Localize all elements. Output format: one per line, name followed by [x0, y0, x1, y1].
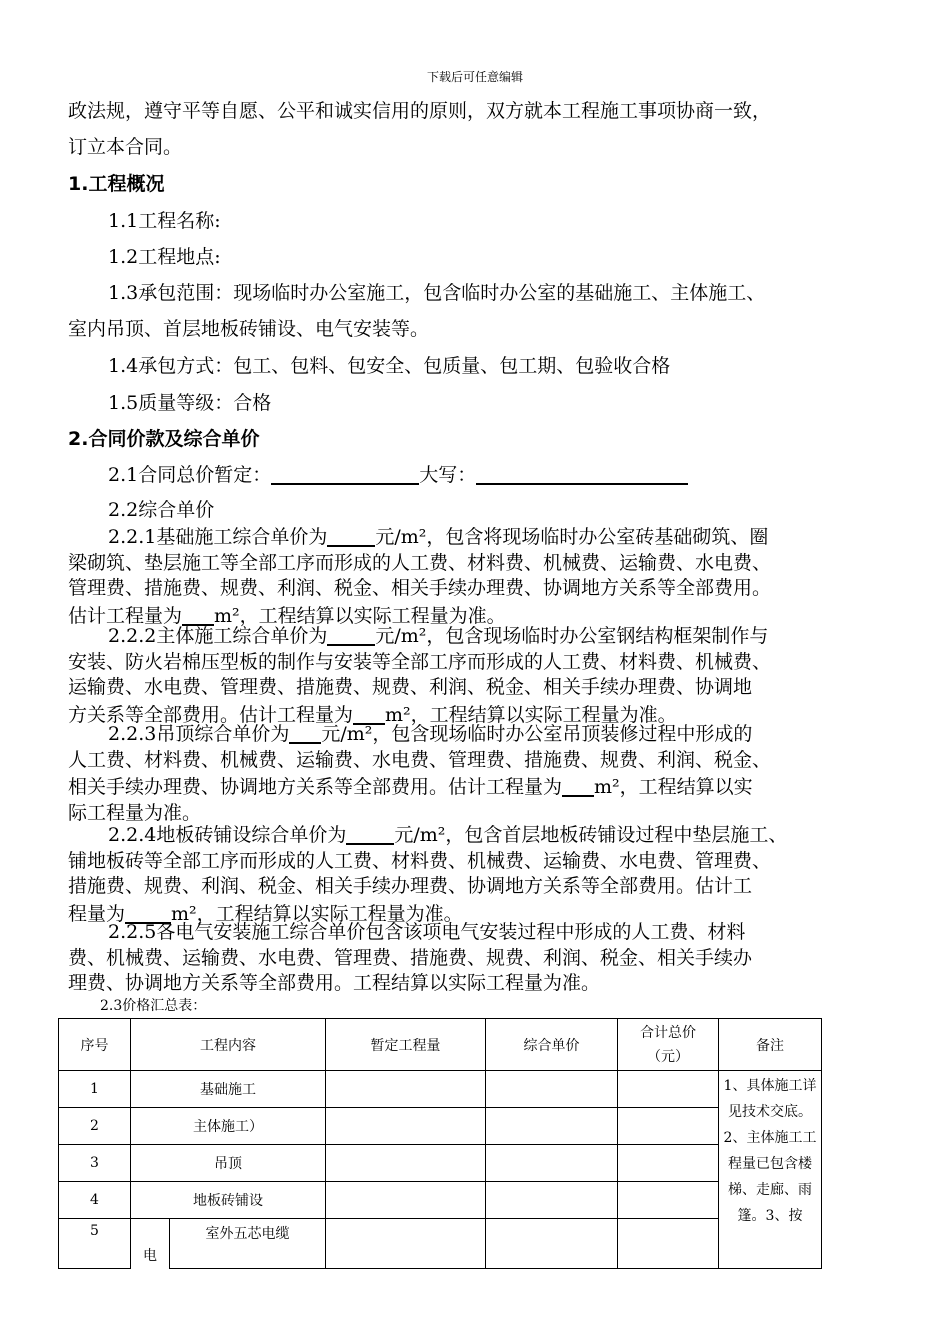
clause-text: 安装、防火岩棉压型板的制作与安装等全部工序而形成的人工费、材料费、机械费、	[68, 650, 772, 673]
price-summary-table	[58, 1018, 822, 1269]
scope-line-2: 室内吊顶、首层地板砖铺设、电气安装等。	[68, 318, 430, 340]
row-content: 地板砖铺设	[131, 1182, 326, 1219]
clause-text: 相关手续办理费、协调地方关系等全部费用。估计工程量为	[68, 776, 563, 798]
intro-line-2: 订立本合同。	[68, 136, 183, 158]
clause-2-2-4	[68, 821, 898, 927]
quantity-cell	[326, 1108, 486, 1145]
clause-2-2-1	[68, 523, 898, 629]
clause-text: 元/m²，包含将现场临时办公室砖基础砌筑、圈	[375, 526, 769, 548]
clause-text: 梁砌筑、垫层施工等全部工序而形成的人工费、材料费、机械费、运输费、水电费、	[68, 551, 772, 574]
header-cell: 备注	[719, 1019, 822, 1071]
clause-text: m²，工程结算以实际工程量为准。	[171, 902, 463, 925]
table-caption: 2.3价格汇总表：	[100, 998, 207, 1014]
unit-price-cell	[486, 1108, 618, 1145]
total-cell	[618, 1182, 719, 1219]
project-name-line: 1.1工程名称:	[108, 210, 221, 232]
table-row	[59, 1071, 822, 1108]
clause-text: 际工程量为准。	[68, 801, 202, 824]
clause-text: m²，工程结算以实际工程量为准。	[385, 703, 677, 726]
header-cell: 合计总价（元）	[618, 1019, 719, 1071]
clause-text: 理费、协调地方关系等全部费用。工程结算以实际工程量为准。	[68, 972, 601, 994]
row-content: 基础施工	[131, 1071, 326, 1108]
row-number: 5	[59, 1219, 131, 1269]
total-price-words-label: 大写：	[419, 464, 477, 486]
section-1-heading: 1.工程概况	[68, 173, 165, 195]
table-row	[59, 1108, 822, 1145]
blank	[327, 622, 375, 646]
quantity-cell	[326, 1145, 486, 1182]
table-row	[59, 1145, 822, 1182]
row-number: 4	[59, 1182, 131, 1219]
row-group: 电	[131, 1219, 170, 1269]
clause-2-2-5	[68, 920, 898, 997]
clause-text: 2.2.3吊顶综合单价为	[108, 723, 290, 745]
blank	[289, 720, 321, 744]
clause-text: m²，工程结算以实际工程量为准。	[214, 604, 506, 627]
total-cell	[618, 1219, 719, 1269]
unit-price-cell	[486, 1219, 618, 1269]
header-cell: 序号	[59, 1019, 131, 1071]
table-header-row	[59, 1019, 822, 1071]
total-cell	[618, 1145, 719, 1182]
clause-text: 管理费、措施费、规费、利润、税金、相关手续办理费、协调地方关系等全部费用。	[68, 577, 772, 599]
clause-text: 程量为	[68, 902, 126, 925]
row-content: 吊顶	[131, 1145, 326, 1182]
blank	[346, 821, 394, 845]
clause-text: 2.2.2主体施工综合单价为	[108, 625, 328, 647]
clause-text: 2.2.5各电气安装施工综合单价包含该项电气安装过程中形成的人工费、材料	[108, 921, 746, 943]
unit-price-cell	[486, 1182, 618, 1219]
quantity-cell	[326, 1071, 486, 1108]
blank	[562, 773, 594, 797]
row-number: 3	[59, 1145, 131, 1182]
header-cell: 暂定工程量	[326, 1019, 486, 1071]
total-cell	[618, 1108, 719, 1145]
total-cell	[618, 1071, 719, 1108]
clause-text: m²，工程结算以实	[594, 776, 753, 798]
clause-text: 估计工程量为	[68, 604, 183, 627]
scope-line-1: 1.3承包范围：现场临时办公室施工，包含临时办公室的基础施工、主体施工、	[108, 282, 766, 304]
quantity-cell	[326, 1182, 486, 1219]
clause-text: 元/m²，包含首层地板砖铺设过程中垫层施工、	[394, 824, 788, 846]
quality-line: 1.5质量等级：合格	[108, 392, 272, 414]
clause-2-2-2	[68, 622, 898, 728]
row-content: 室外五芯电缆	[170, 1219, 326, 1269]
clause-text: 2.2.4地板砖铺设综合单价为	[108, 824, 347, 846]
total-price-line	[108, 457, 938, 493]
page-header: 下载后可任意编辑	[426, 70, 523, 84]
header-cell: 综合单价	[486, 1019, 618, 1071]
clause-text: 人工费、材料费、机械费、运输费、水电费、管理费、措施费、规费、利润、税金、	[68, 748, 772, 771]
table-row	[59, 1182, 822, 1219]
total-price-label: 2.1合同总价暂定：	[108, 464, 272, 486]
unit-price-title: 2.2综合单价	[108, 499, 215, 521]
clause-text: 元/m²，包含现场临时办公室吊顶装修过程中形成的	[321, 723, 753, 745]
clause-text: 铺地板砖等全部工序而形成的人工费、材料费、机械费、运输费、水电费、管理费、	[68, 849, 772, 872]
intro-line-1: 政法规，遵守平等自愿、公平和诚实信用的原则，双方就本工程施工事项协商一致，	[68, 100, 772, 122]
header-cell: 工程内容	[131, 1019, 326, 1071]
table-row	[59, 1219, 822, 1269]
total-price-words-blank	[476, 461, 688, 485]
clause-text: 元/m²，包含现场临时办公室钢结构框架制作与	[375, 625, 769, 647]
clause-2-2-3	[68, 720, 898, 826]
row-number: 2	[59, 1108, 131, 1145]
clause-text: 费、机械费、运输费、水电费、管理费、措施费、规费、利润、税金、相关手续办	[68, 946, 753, 969]
clause-text: 2.2.1基础施工综合单价为	[108, 526, 328, 548]
total-price-blank	[271, 461, 419, 485]
row-number: 1	[59, 1071, 131, 1108]
row-content: 主体施工）	[131, 1108, 326, 1145]
blank	[327, 523, 375, 547]
clause-text: 方关系等全部费用。估计工程量为	[68, 703, 354, 726]
project-location-line: 1.2工程地点:	[108, 246, 221, 268]
quantity-cell	[326, 1219, 486, 1269]
unit-price-cell	[486, 1145, 618, 1182]
remarks-cell: 1、具体施工详见技术交底。2、主体施工工程量已包含楼梯、走廊、雨篷。3、按	[719, 1071, 822, 1269]
unit-price-cell	[486, 1071, 618, 1108]
section-2-heading: 2.合同价款及综合单价	[68, 428, 260, 450]
contract-mode-line: 1.4承包方式：包工、包料、包安全、包质量、包工期、包验收合格	[108, 355, 671, 377]
clause-text: 措施费、规费、利润、税金、相关手续办理费、协调地方关系等全部费用。估计工	[68, 875, 753, 897]
clause-text: 运输费、水电费、管理费、措施费、规费、利润、税金、相关手续办理费、协调地	[68, 676, 753, 698]
